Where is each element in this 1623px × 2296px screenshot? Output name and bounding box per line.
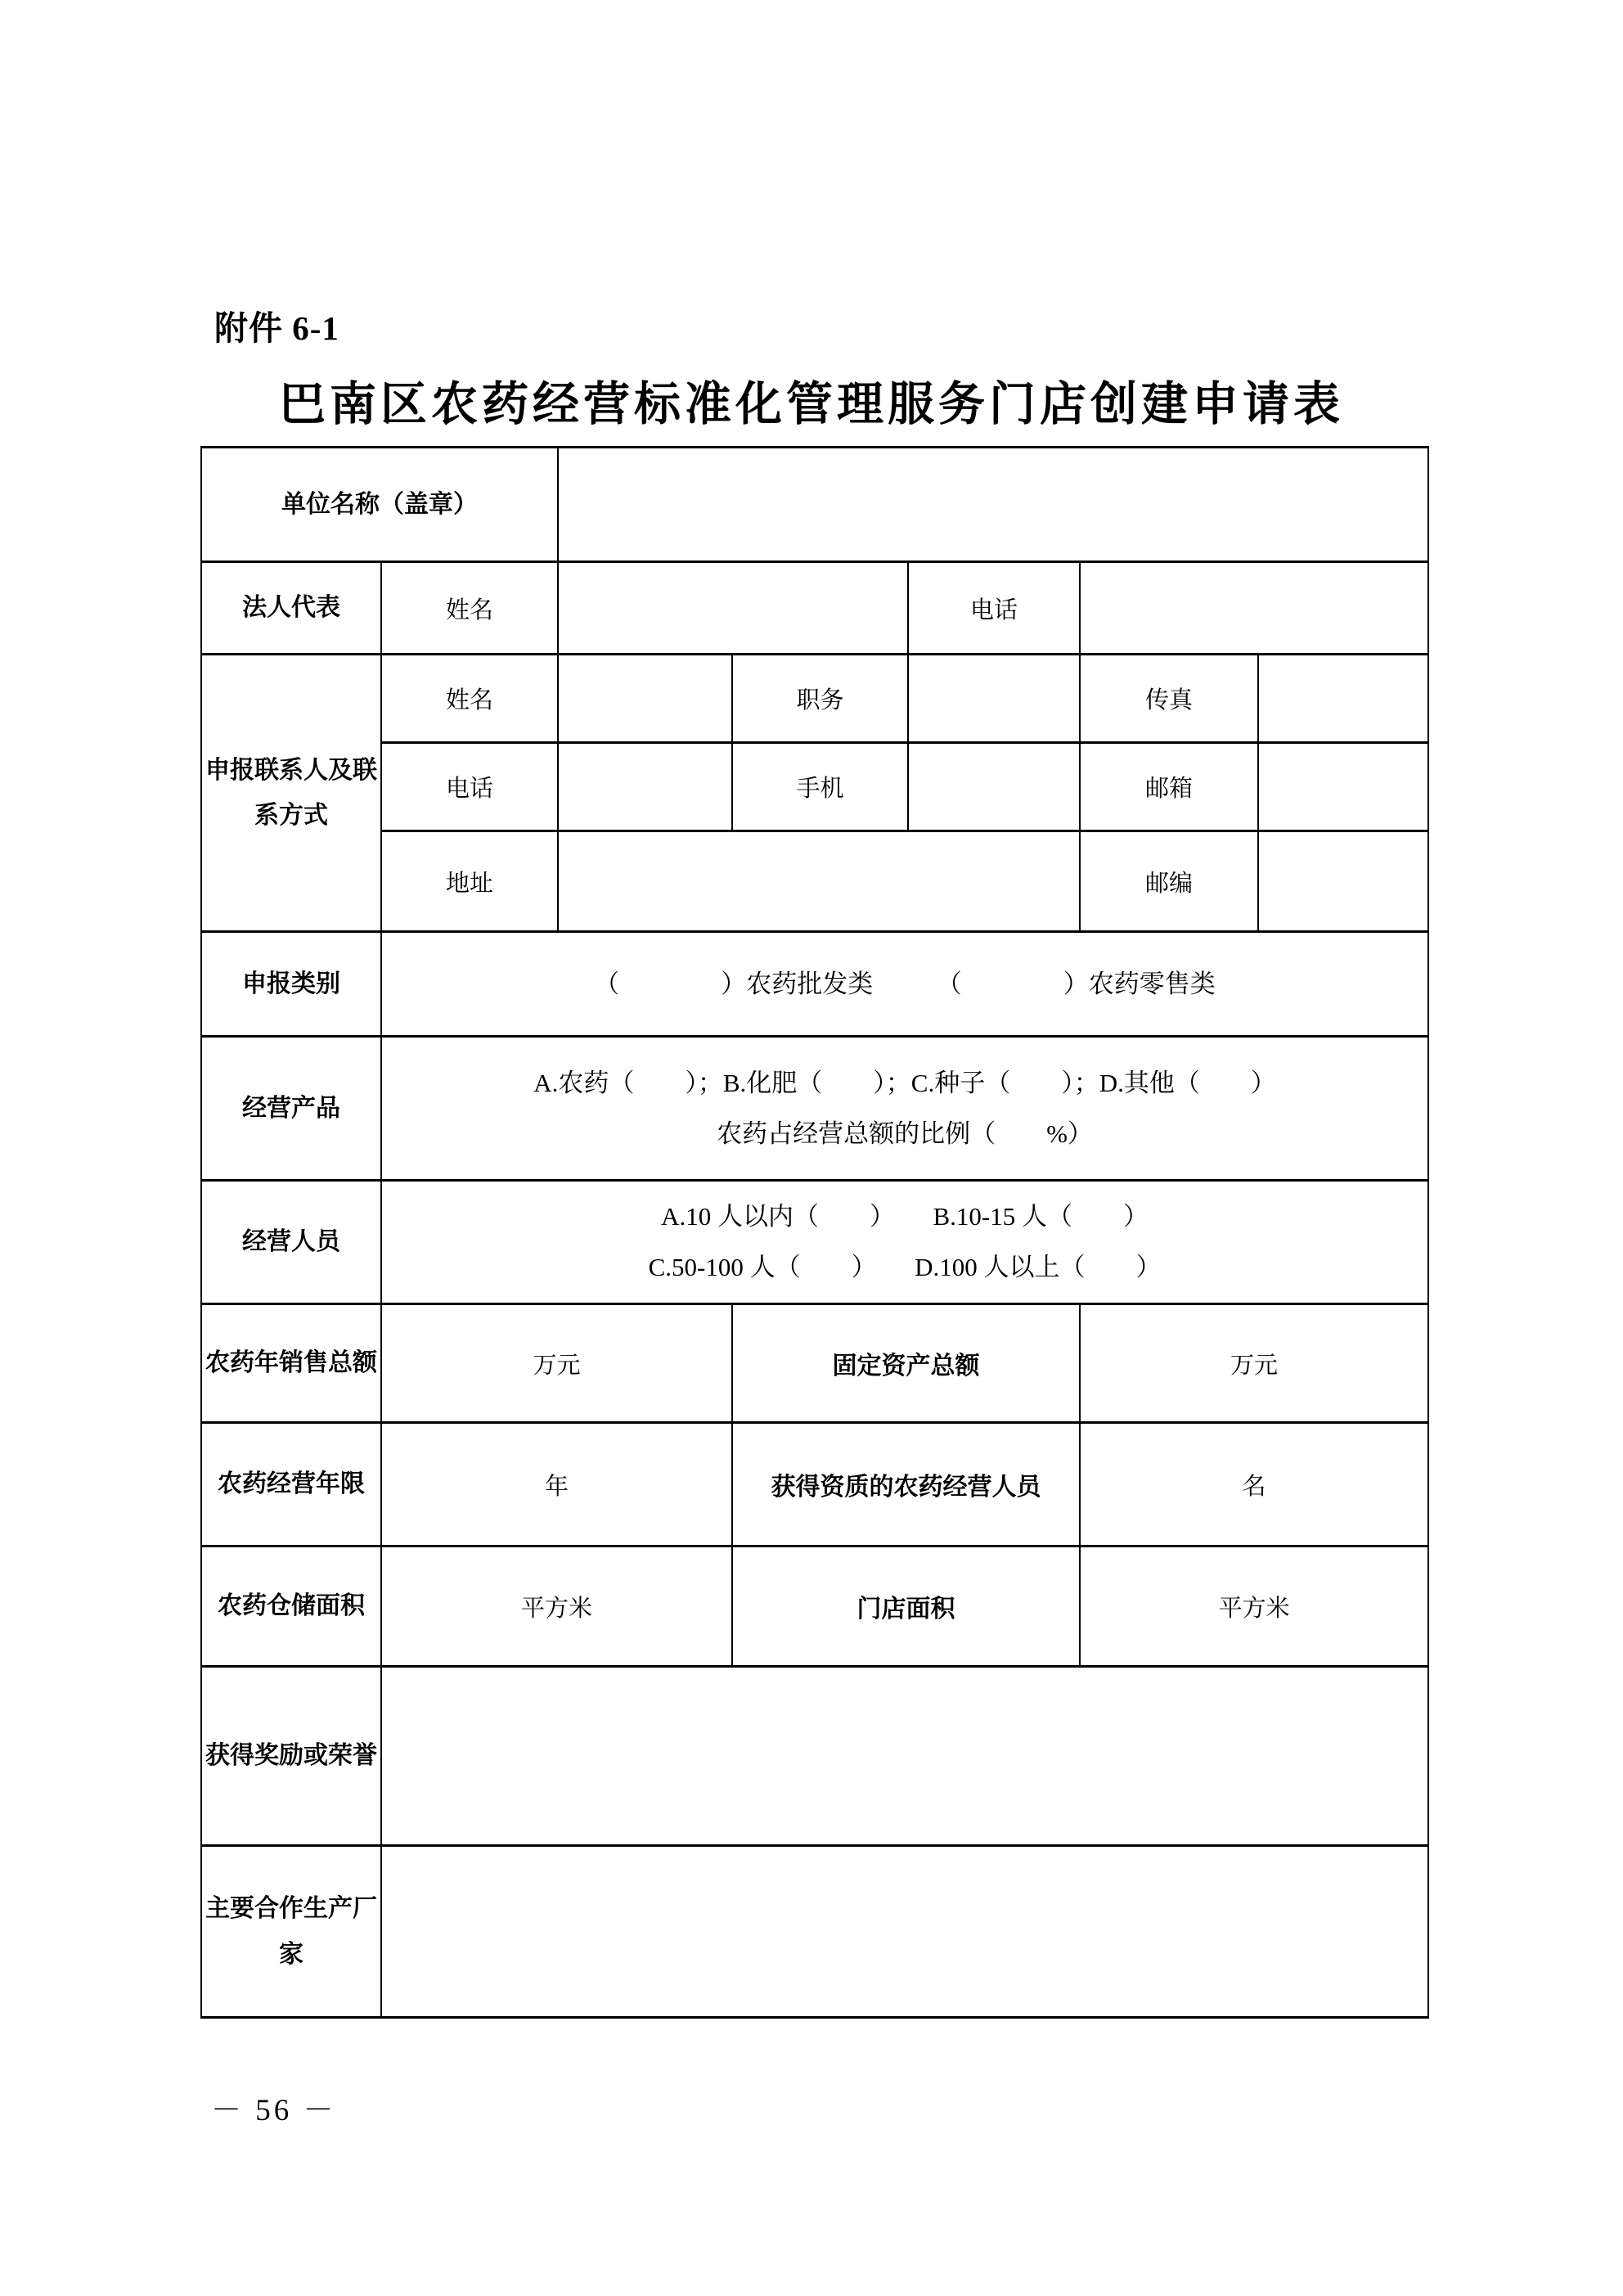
row-contact-2	[201, 743, 1428, 831]
legal-rep-name-label: 姓名	[381, 562, 558, 655]
contact-name-label: 姓名	[381, 655, 558, 743]
products-options-line1: A.农药（ ）；B.化肥（ ）；C.种子（ ）；D.其他（ ）	[533, 1068, 1276, 1097]
manufacturers-value-cell	[381, 1846, 1428, 2018]
contact-mobile-label: 手机	[732, 743, 908, 831]
row-legal-rep	[201, 562, 1428, 655]
annual-sales-label: 农药年销售总额	[201, 1304, 381, 1423]
application-form-table	[200, 446, 1429, 2019]
contact-mobile-value-cell	[908, 743, 1080, 831]
contact-phone-label: 电话	[381, 743, 558, 831]
products-label: 经营产品	[201, 1037, 381, 1181]
contact-title-label: 职务	[732, 655, 908, 743]
page-title: 巴南区农药经营标准化管理服务门店创建申请表	[279, 379, 1344, 430]
row-unit-name	[201, 448, 1428, 562]
awards-value-cell	[381, 1667, 1428, 1846]
contact-postcode-label: 邮编	[1080, 831, 1258, 932]
operation-years-label: 农药经营年限	[201, 1423, 381, 1546]
row-contact-1	[201, 655, 1428, 743]
row-storage-area	[201, 1546, 1428, 1667]
products-options	[381, 1037, 1428, 1181]
unit-name-value-cell	[558, 448, 1428, 562]
row-manufacturers	[201, 1846, 1428, 2018]
declare-category-label: 申报类别	[201, 932, 381, 1037]
contact-email-label: 邮箱	[1080, 743, 1258, 831]
contact-fax-label: 传真	[1080, 655, 1258, 743]
fixed-assets-unit-cell: 万元	[1080, 1304, 1428, 1423]
row-contact-3	[201, 831, 1428, 932]
row-annual-sales	[201, 1304, 1428, 1423]
qualified-staff-unit-cell: 名	[1080, 1423, 1428, 1546]
declare-category-options: （ ）农药批发类 （ ）农药零售类	[381, 932, 1428, 1037]
store-area-unit-cell: 平方米	[1080, 1546, 1428, 1667]
page-number: － 56 －	[211, 2094, 337, 2127]
contact-address-value-cell	[558, 831, 1080, 932]
row-awards	[201, 1667, 1428, 1846]
fixed-assets-label: 固定资产总额	[732, 1304, 1080, 1423]
storage-area-label: 农药仓储面积	[201, 1546, 381, 1667]
contact-fax-value-cell	[1258, 655, 1428, 743]
staff-options	[381, 1181, 1428, 1304]
staff-options-line1: A.10 人以内（ ） B.10-15 人（ ）	[661, 1202, 1149, 1231]
legal-rep-phone-value-cell	[1080, 562, 1428, 655]
row-staff	[201, 1181, 1428, 1304]
staff-options-line2: C.50-100 人（ ） D.100 人以上（ ）	[648, 1253, 1162, 1281]
row-declare-category	[201, 932, 1428, 1037]
qualified-staff-label: 获得资质的农药经营人员	[732, 1423, 1080, 1546]
awards-label: 获得奖励或荣誉	[201, 1667, 381, 1846]
staff-label: 经营人员	[201, 1181, 381, 1304]
contact-phone-value-cell	[558, 743, 732, 831]
manufacturers-label: 主要合作生产厂家	[201, 1846, 381, 2018]
unit-name-label: 单位名称（盖章）	[201, 448, 558, 562]
attachment-label: 附件 6-1	[214, 309, 339, 347]
products-options-line2: 农药占经营总额的比例（ %）	[717, 1119, 1093, 1148]
annual-sales-unit-cell: 万元	[381, 1304, 732, 1423]
legal-rep-name-value-cell	[558, 562, 908, 655]
legal-rep-phone-label: 电话	[908, 562, 1080, 655]
store-area-label: 门店面积	[732, 1546, 1080, 1667]
contact-name-value-cell	[558, 655, 732, 743]
operation-years-unit-cell: 年	[381, 1423, 732, 1546]
row-products	[201, 1037, 1428, 1181]
contact-postcode-value-cell	[1258, 831, 1428, 932]
contact-email-value-cell	[1258, 743, 1428, 831]
storage-area-unit-cell: 平方米	[381, 1546, 732, 1667]
legal-rep-label: 法人代表	[201, 562, 381, 655]
contact-title-value-cell	[908, 655, 1080, 743]
row-operation-years	[201, 1423, 1428, 1546]
contact-label: 申报联系人及联系方式	[201, 655, 381, 932]
contact-address-label: 地址	[381, 831, 558, 932]
